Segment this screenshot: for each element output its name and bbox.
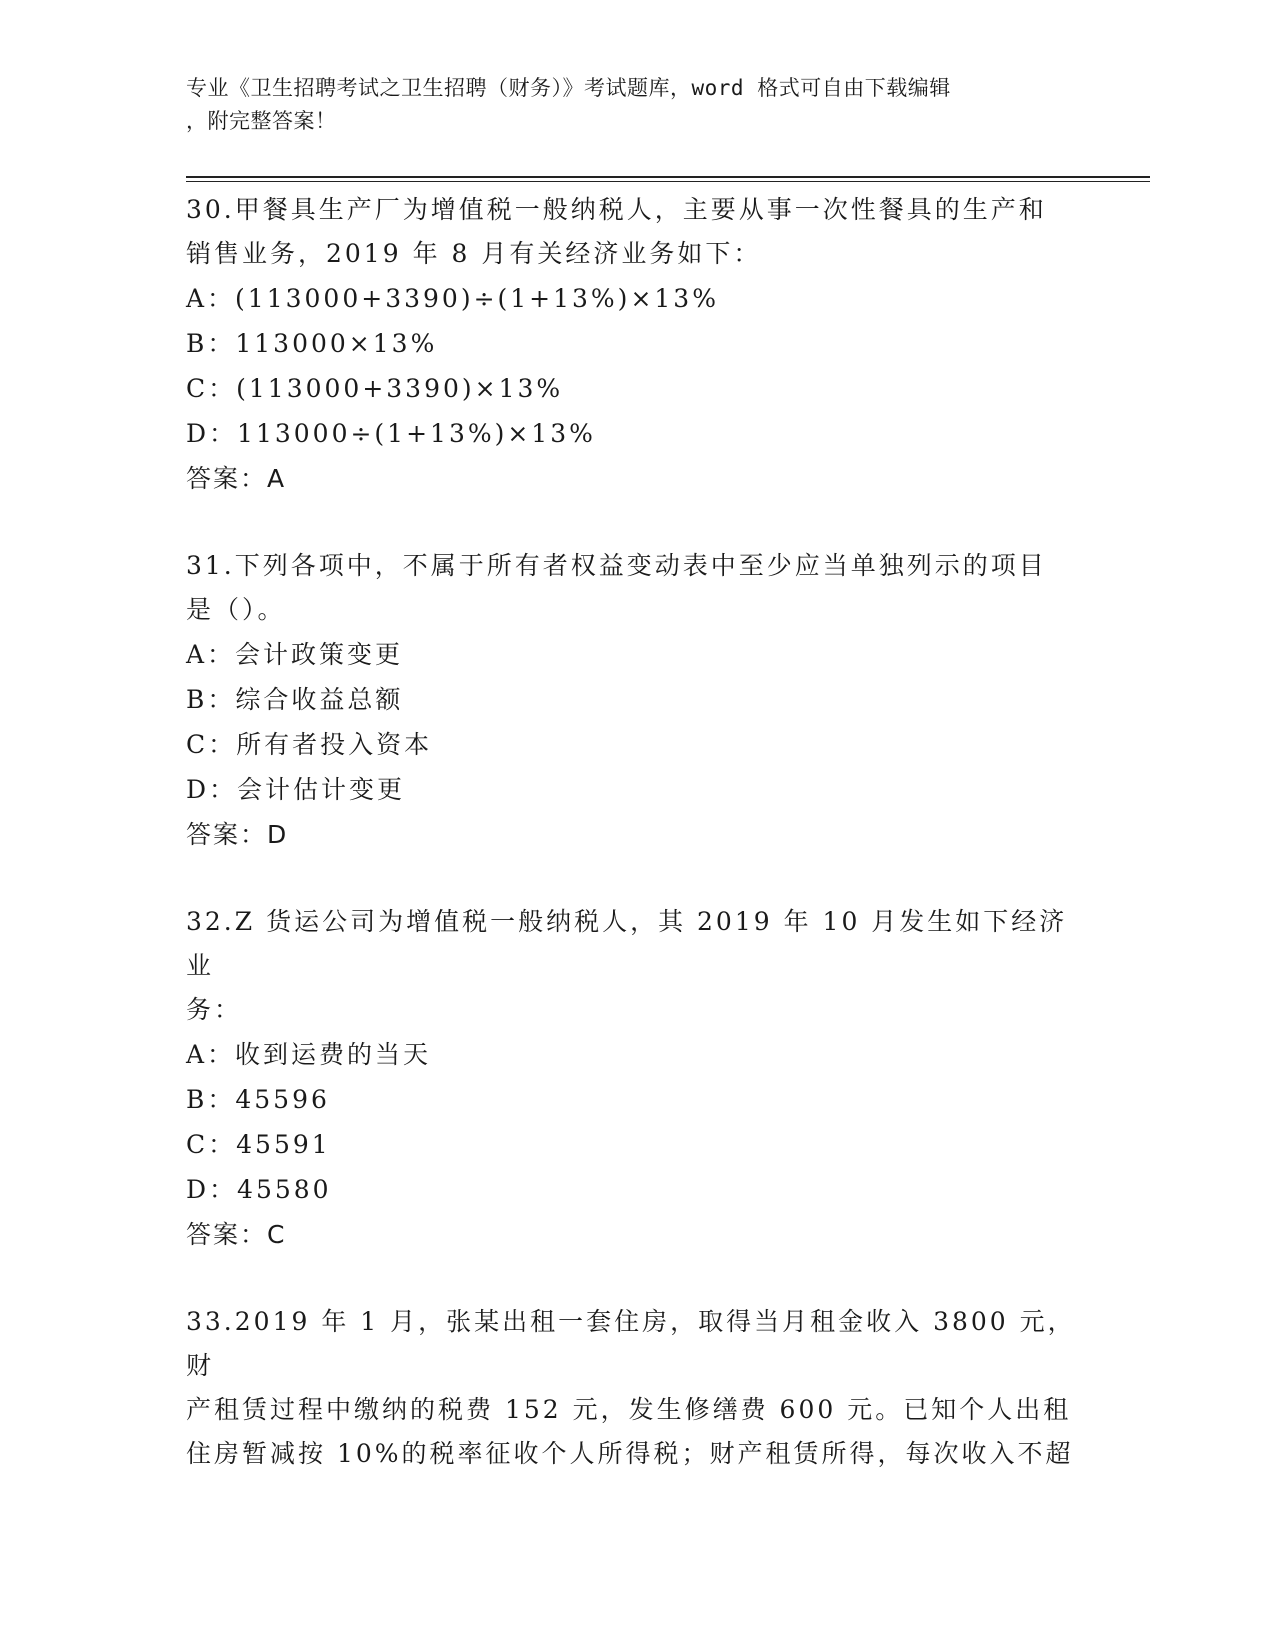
option-c: C：(113000+3390)×13% (186, 374, 564, 403)
option-b: B：113000×13% (186, 329, 438, 358)
answer: 答案：C (186, 1220, 287, 1249)
question-30 (186, 188, 1086, 501)
question-stem-line: 33.2019 年 1 月，张某出租一套住房，取得当月租金收入 3800 元，财 (186, 1307, 1076, 1380)
header-line-2: ，附完整答案！ (186, 109, 337, 133)
question-list (186, 188, 1086, 1519)
question-31 (186, 544, 1086, 857)
question-stem-line: 是（）。 (186, 595, 286, 624)
option-a: A：收到运费的当天 (186, 1040, 432, 1069)
question-stem-line: 30.甲餐具生产厂为增值税一般纳税人，主要从事一次性餐具的生产和 (186, 195, 1047, 224)
option-d: D：会计估计变更 (186, 775, 406, 804)
header-line-1: 专业《卫生招聘考试之卫生招聘（财务）》考试题库，word 格式可自由下载编辑 (186, 76, 951, 100)
question-stem-line: 31.下列各项中，不属于所有者权益变动表中至少应当单独列示的项目 (186, 551, 1047, 580)
answer: 答案：A (186, 464, 287, 493)
option-b: B：综合收益总额 (186, 685, 404, 714)
option-b: B：45596 (186, 1085, 330, 1114)
option-c: C：所有者投入资本 (186, 730, 433, 759)
answer: 答案：D (186, 820, 289, 849)
option-d: D：113000÷(1+13%)×13% (186, 419, 596, 448)
option-c: C：45591 (186, 1130, 331, 1159)
question-stem-line: 32.Z 货运公司为增值税一般纳税人，其 2019 年 10 月发生如下经济业 (186, 907, 1068, 980)
document-header (186, 72, 1066, 138)
question-32 (186, 900, 1086, 1257)
question-stem-line: 销售业务，2019 年 8 月有关经济业务如下： (186, 239, 762, 268)
option-d: D：45580 (186, 1175, 332, 1204)
question-stem-line: 住房暂减按 10%的税率征收个人所得税；财产租赁所得，每次收入不超 (186, 1439, 1074, 1468)
question-33 (186, 1300, 1086, 1476)
option-a: A：(113000+3390)÷(1+13%)×13% (186, 284, 719, 313)
question-stem-line: 产租赁过程中缴纳的税费 152 元，发生修缮费 600 元。已知个人出租 (186, 1395, 1072, 1424)
header-divider (186, 176, 1150, 178)
question-stem-line: 务： (186, 995, 243, 1024)
header-divider-thin (186, 181, 1150, 182)
option-a: A：会计政策变更 (186, 640, 404, 669)
